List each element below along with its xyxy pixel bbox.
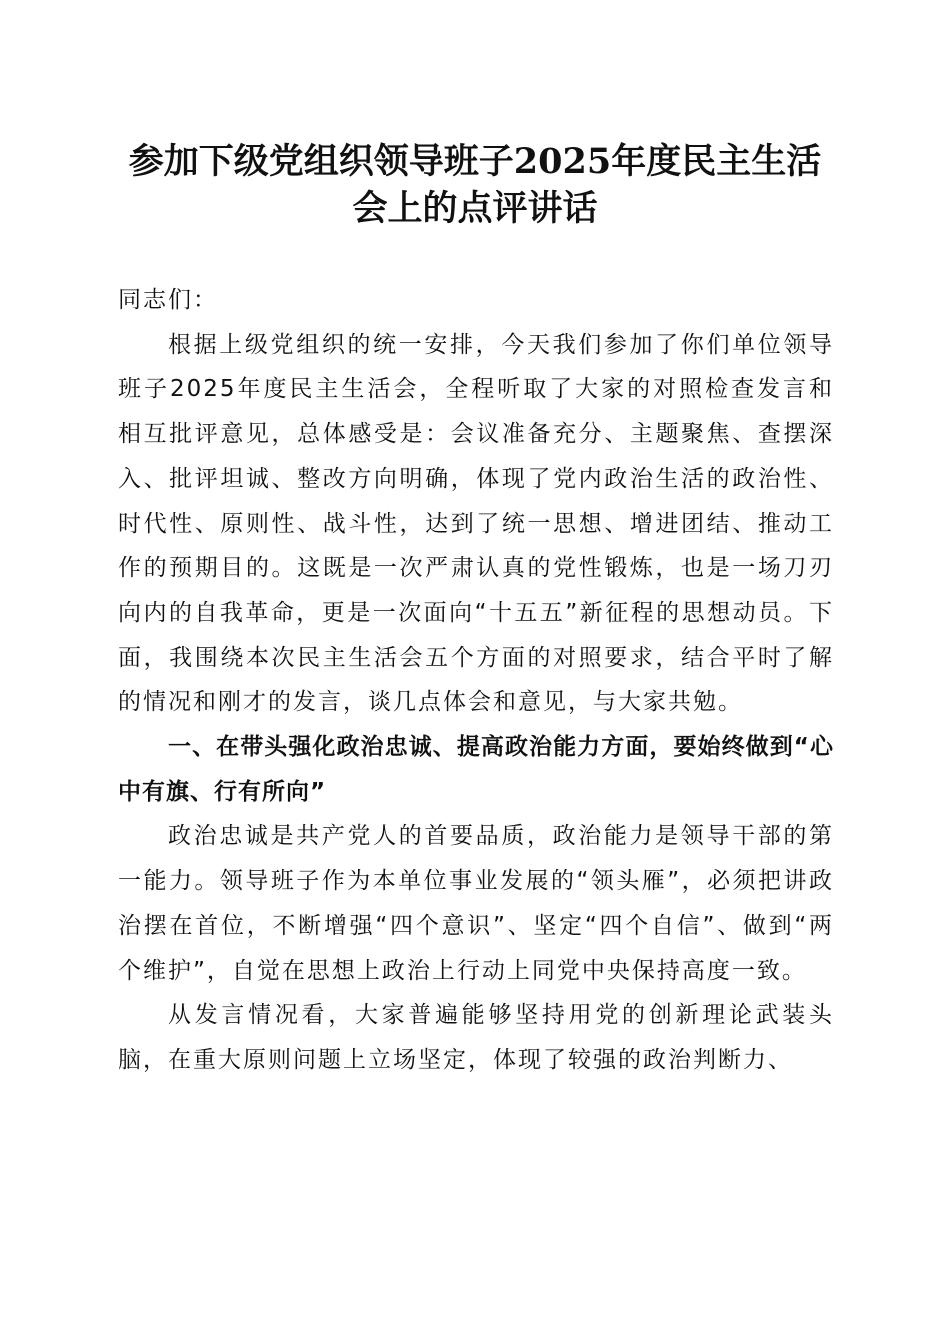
section-heading: 一、在带头强化政治忠诚、提高政治能力方面，要始终做到“心中有旗、行有所向” xyxy=(118,734,834,805)
body-paragraph: 根据上级党组织的统一安排，今天我们参加了你们单位领导班子2025年度民主生活会，全程听取了大家的对照检查发言和相互批评意见，总体感受是：会议准备充分、主题聚焦、查摆深入、批评坦诚、整改方向明确，体现了党内政治生活的政治性、时代性、原则性、战斗性，达到了统一思想、增进团结、推动工作的预期目的。这既是一次严肃认真的党性锻炼，也是一场刀刃向内的自我革命，更是一次面向“十五五”新征程的思想动员。下面，我围绕本次民主生活会五个方面的对照要求，结合平时了解的情况和刚才的发言，谈几点体会和意见，与大家共勉。 xyxy=(118,331,834,716)
body-paragraph: 从发言情况看，大家普遍能够坚持用党的创新理论武装头脑，在重大原则问题上立场坚定，体现了较强的政治判断力、 xyxy=(118,1002,834,1073)
salutation: 同志们： xyxy=(118,287,218,313)
document-title xyxy=(110,138,840,232)
body-paragraph: 政治忠诚是共产党人的首要品质，政治能力是领导干部的第一能力。领导班子作为本单位事业发展的“领头雁”，必须把讲政治摆在首位，不断增强“四个意识”、坚定“四个自信”、做到“两个维护”，自觉在思想上政治上行动上同党中央保持高度一致。 xyxy=(118,823,834,984)
document-body xyxy=(118,278,834,1083)
title-line-2: 会上的点评讲话 xyxy=(352,188,598,229)
title-line-1: 参加下级党组织领导班子2025年度民主生活 xyxy=(128,141,822,182)
